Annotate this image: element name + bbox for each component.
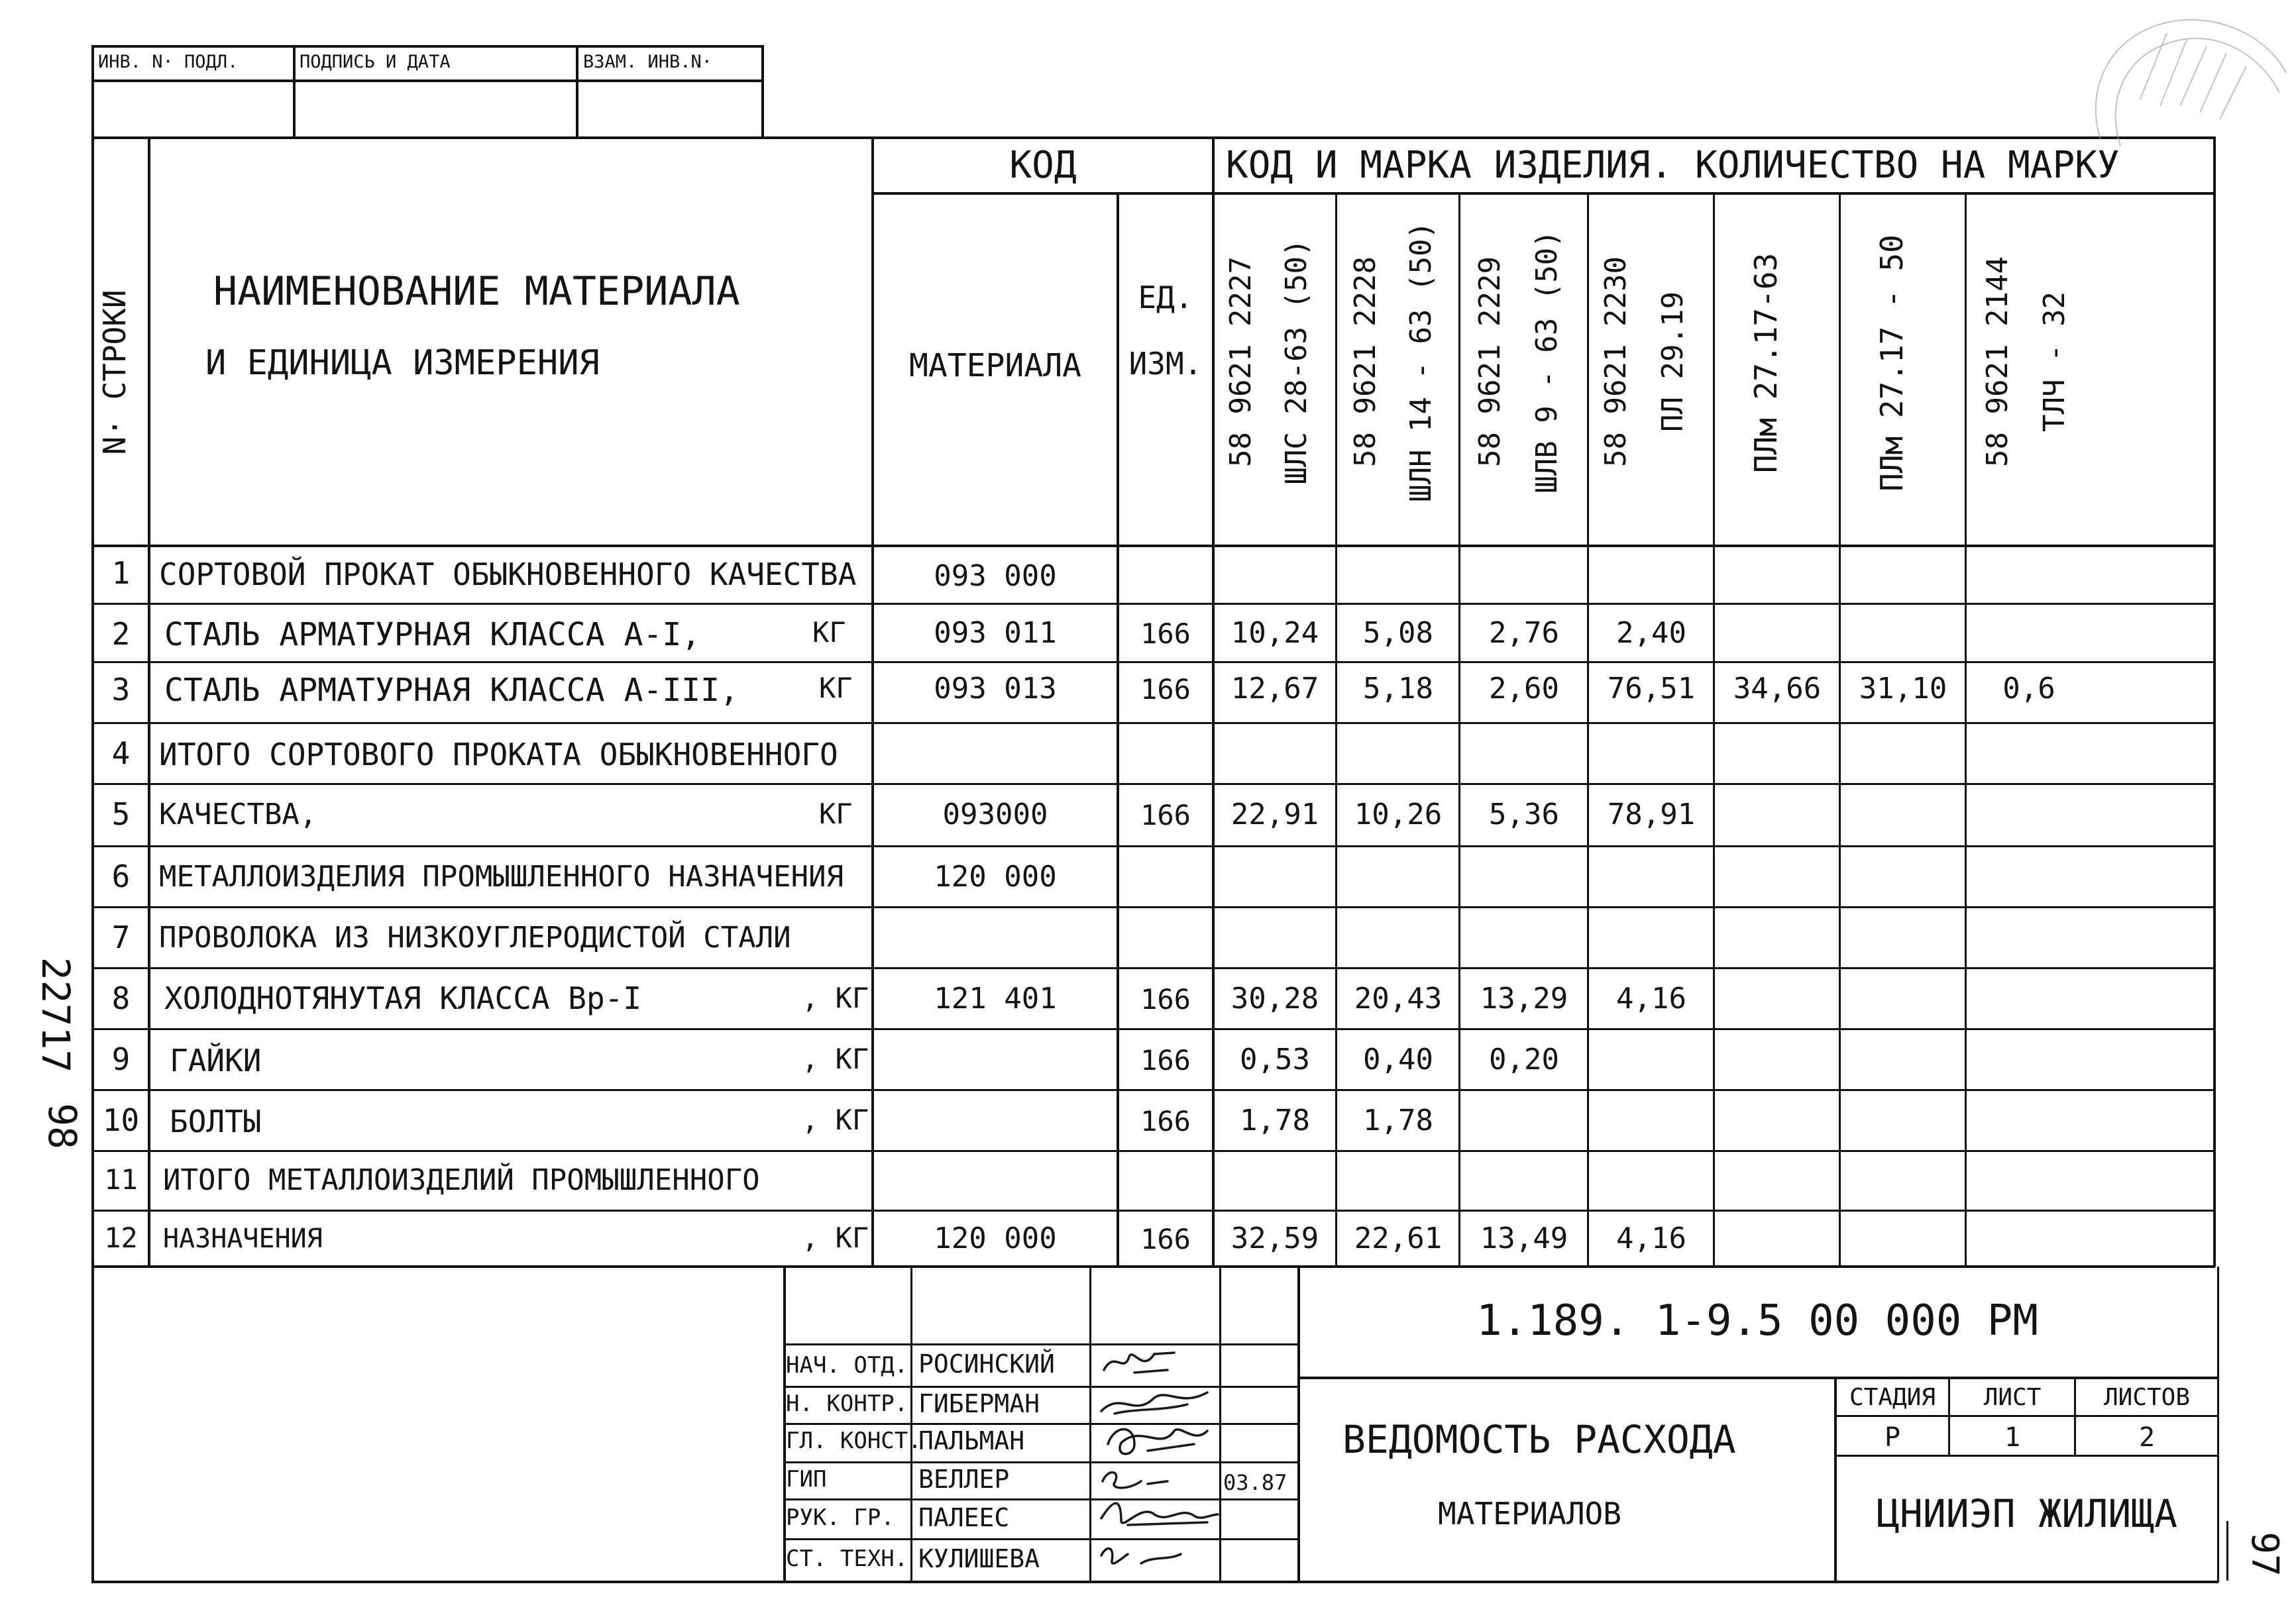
row-3-unit-suffix: КГ bbox=[819, 672, 853, 704]
handwritten-signatures bbox=[1095, 1345, 1221, 1577]
row-10-value-2: 1,78 bbox=[1363, 1104, 1433, 1137]
row-8-no: 8 bbox=[111, 980, 131, 1016]
tb-role-5: РУК. ГР. bbox=[786, 1504, 895, 1531]
row-6-name: МЕТАЛЛОИЗДЕЛИЯ ПРОМЫШЛЕННОГО НАЗНАЧЕНИЯ bbox=[159, 860, 844, 894]
row-1-code: 093 000 bbox=[934, 559, 1057, 593]
product-mark-1: ШЛС 28-63 (50) bbox=[1280, 238, 1313, 485]
row-line bbox=[91, 845, 2215, 847]
row-1-name: СОРТОВОЙ ПРОКАТ ОБЫКНОВЕННОГО КАЧЕСТВА bbox=[159, 556, 857, 592]
product-mark-5: ПЛм 27.17-63 bbox=[1748, 252, 1784, 474]
header-subline bbox=[871, 192, 2215, 195]
product-code-2: 58 9621 2228 bbox=[1348, 256, 1382, 467]
row-12-no: 12 bbox=[104, 1222, 138, 1254]
row-10-name: БОЛТЫ bbox=[170, 1104, 262, 1139]
row-4-name: ИТОГО СОРТОВОГО ПРОКАТА ОБЫКНОВЕННОГО bbox=[159, 737, 838, 772]
row-2-value-2: 5,08 bbox=[1363, 616, 1433, 650]
row-line bbox=[91, 967, 2215, 969]
row-2-name: СТАЛЬ АРМАТУРНАЯ КЛАССА А-I, bbox=[164, 616, 701, 653]
row-12-name: НАЗНАЧЕНИЯ bbox=[163, 1224, 323, 1254]
product-code-4: 58 9621 2230 bbox=[1599, 256, 1633, 467]
row-3-value-5: 34,66 bbox=[1733, 672, 1822, 706]
row-12-value-4: 4,16 bbox=[1616, 1222, 1686, 1255]
row-5-value-2: 10,26 bbox=[1354, 798, 1443, 831]
product-mark-7: ТЛЧ - 32 bbox=[2038, 291, 2071, 432]
stage-label: СТАДИЯ bbox=[1849, 1384, 1936, 1411]
row-number-header: N· СТРОКИ bbox=[97, 289, 133, 455]
row-8-value-3: 13,29 bbox=[1480, 982, 1568, 1016]
row-8-name: ХОЛОДНОТЯНУТАЯ КЛАССА Вр-I bbox=[164, 980, 642, 1016]
header-bottom-line bbox=[91, 545, 2215, 547]
margin-left-page: 98 bbox=[40, 1103, 85, 1149]
tb-stage-div-2 bbox=[2074, 1377, 2076, 1455]
tb-stage-line-2 bbox=[1835, 1455, 2218, 1457]
row-line bbox=[91, 1089, 2215, 1091]
row-11-no: 11 bbox=[104, 1163, 138, 1196]
col-line-p1 bbox=[1335, 192, 1337, 1267]
name-header-line1: НАИМЕНОВАНИЕ МАТЕРИАЛА bbox=[213, 268, 740, 315]
tb-name-1: РОСИНСКИЙ bbox=[918, 1349, 1055, 1379]
product-mark-2: ШЛН 14 - 63 (50) bbox=[1404, 221, 1438, 502]
row-4-no: 4 bbox=[111, 735, 131, 771]
row-line bbox=[91, 661, 2215, 663]
doc-title-line2: МАТЕРИАЛОВ bbox=[1438, 1496, 1621, 1532]
product-code-3: 58 9621 2229 bbox=[1473, 256, 1507, 467]
col-line-p2 bbox=[1458, 192, 1460, 1267]
row-3-no: 3 bbox=[111, 672, 131, 707]
row-10-unit: 166 bbox=[1140, 1105, 1191, 1137]
row-3-name: СТАЛЬ АРМАТУРНАЯ КЛАССА А-III, bbox=[164, 672, 739, 709]
table-bottom-line bbox=[91, 1265, 2215, 1268]
table-top-line bbox=[91, 136, 2215, 139]
stamp-replace-inv-label: ВЗАМ. ИНВ.N· bbox=[583, 52, 713, 72]
row-12-value-1: 32,59 bbox=[1230, 1222, 1319, 1255]
row-5-value-4: 78,91 bbox=[1607, 798, 1696, 831]
archive-stamp bbox=[2074, 7, 2293, 159]
row-2-value-4: 2,40 bbox=[1616, 616, 1686, 650]
tb-code-line bbox=[1297, 1377, 2218, 1379]
row-6-code: 120 000 bbox=[934, 860, 1057, 894]
row-line bbox=[91, 1028, 2215, 1030]
col-line-no bbox=[148, 136, 150, 1267]
col-line-p5 bbox=[1839, 192, 1841, 1267]
row-1-no: 1 bbox=[111, 555, 131, 591]
tb-role-2: Н. КОНТР. bbox=[786, 1390, 908, 1417]
stage-value: Р bbox=[1884, 1422, 1901, 1453]
row-8-value-2: 20,43 bbox=[1354, 982, 1443, 1016]
row-9-no: 9 bbox=[111, 1041, 131, 1077]
stamp-mid-line bbox=[91, 79, 763, 82]
row-12-value-3: 13,49 bbox=[1480, 1222, 1568, 1255]
frame-left-line bbox=[91, 136, 94, 1583]
tb-stage-line bbox=[1835, 1415, 2218, 1417]
row-11-name: ИТОГО МЕТАЛЛОИЗДЕЛИЙ ПРОМЫШЛЕННОГО bbox=[163, 1163, 760, 1197]
right-page-box-line bbox=[2226, 1521, 2228, 1581]
row-line bbox=[91, 1150, 2215, 1152]
row-3-value-2: 5,18 bbox=[1363, 672, 1433, 706]
organization: ЦНИИЭП ЖИЛИЩА bbox=[1877, 1491, 2177, 1536]
col-line-p6 bbox=[1965, 192, 1967, 1267]
row-12-unit-suffix: , КГ bbox=[802, 1222, 869, 1254]
row-2-value-1: 10,24 bbox=[1230, 616, 1319, 650]
row-8-value-1: 30,28 bbox=[1230, 982, 1319, 1016]
tb-stage-div-1 bbox=[1948, 1377, 1950, 1455]
stamp-signature-date-label: ПОДПИСЬ И ДАТА bbox=[300, 52, 451, 72]
tb-name-2: ГИБЕРМАН bbox=[918, 1389, 1040, 1418]
row-3-value-6: 31,10 bbox=[1859, 672, 1947, 706]
row-8-unit: 166 bbox=[1140, 983, 1191, 1016]
row-3-value-4: 76,51 bbox=[1607, 672, 1696, 706]
sheets-label: ЛИСТОВ bbox=[2103, 1384, 2191, 1411]
stamp-div-2 bbox=[576, 45, 578, 138]
tb-name-3: ПАЛЬМАН bbox=[918, 1426, 1025, 1455]
row-7-no: 7 bbox=[111, 919, 131, 955]
product-mark-3: ШЛВ 9 - 63 (50) bbox=[1530, 230, 1564, 494]
row-9-value-1: 0,53 bbox=[1240, 1043, 1310, 1076]
tb-role-6: СТ. ТЕХН. bbox=[786, 1545, 908, 1572]
sheet-value: 1 bbox=[2004, 1422, 2021, 1453]
col-line-p4 bbox=[1713, 192, 1715, 1267]
tb-role-4: ГИП bbox=[786, 1466, 827, 1492]
product-mark-6: ПЛм 27.17 - 50 bbox=[1874, 235, 1910, 492]
stamp-inv-orig-label: ИНВ. N· ПОДЛ. bbox=[98, 52, 239, 72]
row-2-unit-suffix: КГ bbox=[812, 616, 846, 649]
row-3-value-1: 12,67 bbox=[1230, 672, 1319, 706]
stamp-div-1 bbox=[293, 45, 296, 138]
row-10-no: 10 bbox=[102, 1102, 140, 1138]
stamp-left-line bbox=[91, 45, 94, 138]
row-10-value-1: 1,78 bbox=[1240, 1104, 1310, 1137]
doc-code: 1.189. 1-9.5 00 000 РМ bbox=[1476, 1296, 2038, 1345]
row-3-value-7: 0,6 bbox=[2002, 672, 2055, 706]
sheet-label: ЛИСТ bbox=[1983, 1384, 2042, 1411]
stamp-right-line bbox=[761, 45, 764, 138]
row-12-value-2: 22,61 bbox=[1354, 1222, 1443, 1255]
stamp-top-line bbox=[91, 45, 763, 48]
code-header: КОД bbox=[1009, 144, 1077, 187]
row-8-code: 121 401 bbox=[934, 982, 1057, 1016]
products-header: КОД И МАРКА ИЗДЕЛИЯ. КОЛИЧЕСТВО НА МАРКУ bbox=[1226, 144, 2120, 187]
tb-name-4: ВЕЛЛЕР bbox=[918, 1465, 1010, 1494]
sheets-value: 2 bbox=[2138, 1422, 2156, 1453]
row-5-code: 093000 bbox=[942, 798, 1048, 831]
row-10-unit-suffix: , КГ bbox=[802, 1104, 869, 1136]
margin-archive-number: 22717 bbox=[33, 957, 78, 1073]
row-line bbox=[91, 603, 2215, 605]
row-2-unit: 166 bbox=[1140, 617, 1191, 650]
row-6-no: 6 bbox=[111, 859, 131, 894]
row-3-code: 093 013 bbox=[934, 672, 1057, 706]
row-8-value-4: 4,16 bbox=[1616, 982, 1686, 1016]
tb-date: 03.87 bbox=[1223, 1470, 1287, 1495]
row-3-value-3: 2,60 bbox=[1489, 672, 1559, 706]
row-2-no: 2 bbox=[111, 616, 131, 652]
row-2-value-3: 2,76 bbox=[1489, 616, 1559, 650]
row-5-unit: 166 bbox=[1140, 799, 1191, 831]
row-5-value-3: 5,36 bbox=[1489, 798, 1559, 831]
tb-right-line bbox=[2217, 1267, 2219, 1582]
row-12-unit: 166 bbox=[1140, 1223, 1191, 1255]
row-3-unit: 166 bbox=[1140, 673, 1191, 706]
row-9-unit-suffix: , КГ bbox=[802, 1043, 869, 1075]
material-code-header: МАТЕРИАЛА bbox=[908, 347, 1082, 384]
row-5-unit-suffix: КГ bbox=[819, 798, 853, 830]
unit-header-line2: ИЗМ. bbox=[1128, 346, 1203, 382]
row-5-value-1: 22,91 bbox=[1230, 798, 1319, 831]
product-mark-4: ПЛ 29.19 bbox=[1656, 291, 1690, 432]
product-code-7: 58 9621 2144 bbox=[1981, 256, 2014, 467]
name-header-line2: И ЕДИНИЦА ИЗМЕРЕНИЯ bbox=[205, 343, 600, 383]
tb-name-5: ПАЛЕЕС bbox=[918, 1503, 1010, 1532]
row-line bbox=[91, 1210, 2215, 1212]
col-line-p3 bbox=[1587, 192, 1589, 1267]
row-9-value-3: 0,20 bbox=[1489, 1043, 1559, 1076]
row-5-name: КАЧЕСТВА, bbox=[159, 798, 317, 831]
row-5-no: 5 bbox=[111, 796, 131, 832]
row-7-name: ПРОВОЛОКА ИЗ НИЗКОУГЛЕРОДИСТОЙ СТАЛИ bbox=[159, 921, 791, 955]
row-12-code: 120 000 bbox=[934, 1222, 1057, 1255]
tb-name-6: КУЛИШЕВА bbox=[918, 1544, 1040, 1573]
doc-title-line1: ВЕДОМОСТЬ РАСХОДА bbox=[1342, 1417, 1736, 1462]
row-2-code: 093 011 bbox=[934, 616, 1057, 650]
row-9-name: ГАЙКИ bbox=[170, 1043, 262, 1078]
row-9-value-2: 0,40 bbox=[1363, 1043, 1433, 1076]
row-line bbox=[91, 906, 2215, 908]
row-9-unit: 166 bbox=[1140, 1044, 1191, 1076]
frame-right-line bbox=[2213, 136, 2216, 1267]
product-code-1: 58 9621 2227 bbox=[1224, 256, 1258, 467]
tb-role-3: ГЛ. КОНСТ. bbox=[786, 1428, 922, 1454]
unit-header-line1: ЕД. bbox=[1138, 280, 1193, 315]
row-line bbox=[91, 783, 2215, 785]
margin-right-page: 97 bbox=[2243, 1532, 2286, 1577]
frame-bottom-line bbox=[91, 1581, 2218, 1583]
tb-role-1: НАЧ. ОТД. bbox=[786, 1352, 908, 1379]
row-8-unit-suffix: , КГ bbox=[802, 982, 869, 1014]
row-line bbox=[91, 722, 2215, 724]
